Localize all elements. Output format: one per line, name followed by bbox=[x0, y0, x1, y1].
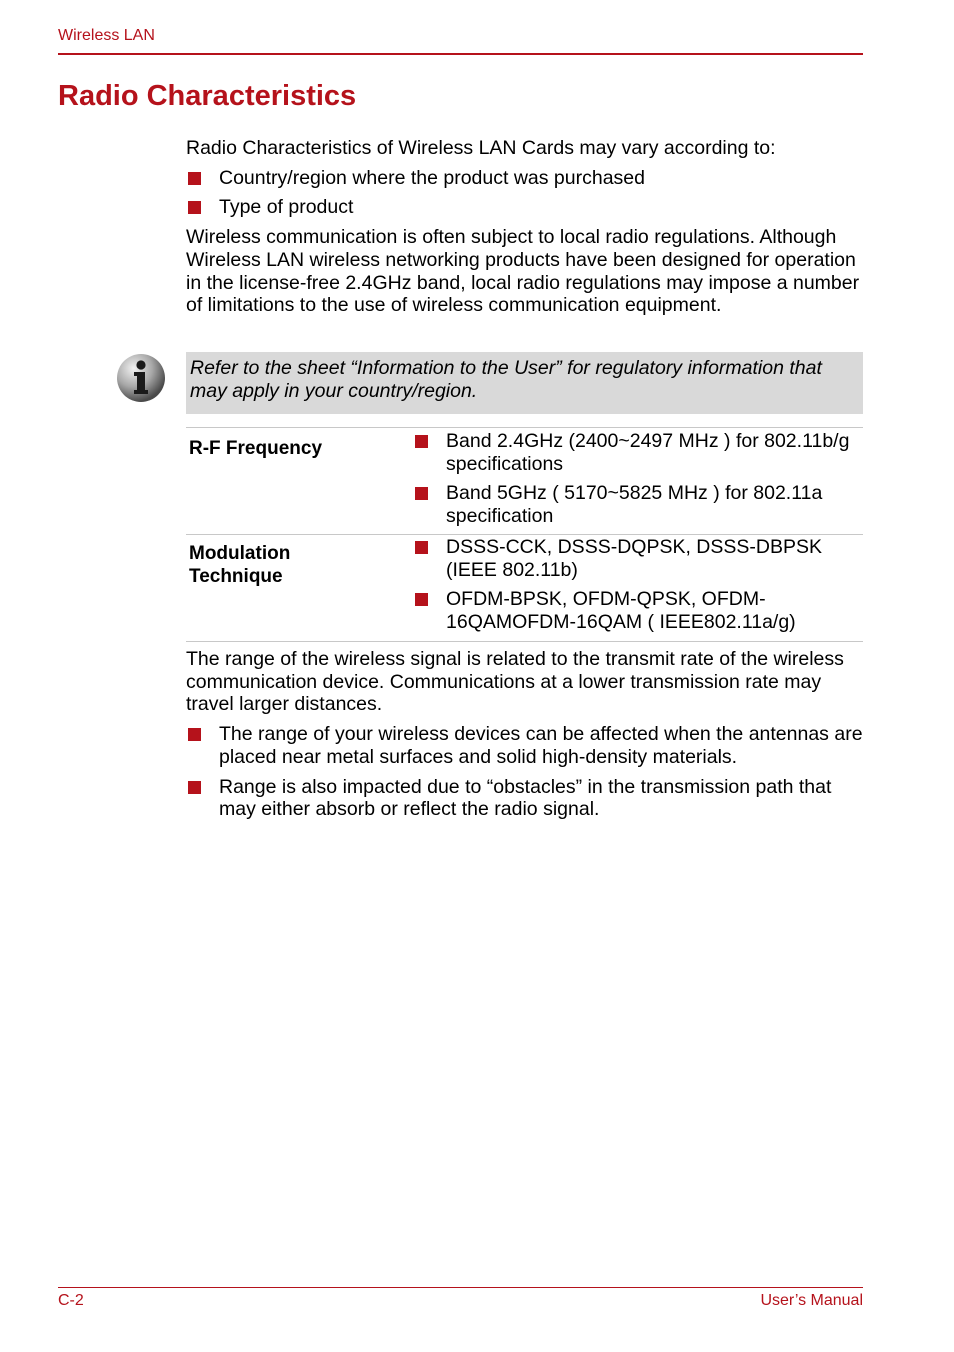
list-item bbox=[186, 196, 863, 219]
list-item-text: DSSS-CCK, DSSS-DQPSK, DSSS-DBPSK (IEEE 802.11b) bbox=[446, 536, 823, 581]
header-divider bbox=[58, 53, 863, 55]
range-bullet-list bbox=[186, 723, 863, 821]
manual-title: User’s Manual bbox=[760, 1292, 863, 1309]
list-item-text: Country/region where the product was purchased bbox=[219, 166, 645, 189]
spec-label-modulation-technique: Modulation Technique bbox=[189, 543, 291, 587]
page-title: Radio Characteristics bbox=[58, 80, 357, 112]
square-bullet-icon bbox=[415, 541, 428, 554]
list-item-text: The range of your wireless devices can be affected when the antennas are placed near metal surfaces and solid high-density materials. bbox=[219, 723, 863, 768]
regulations-paragraph: Wireless communication is often subject to local radio regulations. Although Wireless LAN wireless networking products have been designed for operation in the license-free 2.4GHz band, local radio regulations may impose a number of limitations to the use of wireless communication equipment. bbox=[186, 226, 860, 317]
list-item-text: OFDM-BPSK, OFDM-QPSK, OFDM-16QAMOFDM-16QAM ( IEEE802.11a/g) bbox=[446, 588, 796, 634]
note-box bbox=[186, 352, 863, 414]
square-bullet-icon bbox=[188, 172, 201, 185]
list-item bbox=[186, 776, 863, 821]
running-header: Wireless LAN bbox=[58, 27, 155, 44]
spec-table bbox=[186, 427, 863, 642]
list-item bbox=[186, 723, 863, 768]
list-item bbox=[413, 588, 863, 633]
table-row bbox=[186, 534, 863, 642]
spec-values bbox=[413, 428, 863, 528]
intro-section bbox=[186, 137, 863, 317]
range-section bbox=[186, 648, 863, 821]
intro-bullet-list bbox=[186, 167, 863, 219]
list-item-text: Range is also impacted due to “obstacles” in the transmission path that may either absorb or reflect the radio signal. bbox=[219, 775, 832, 821]
square-bullet-icon bbox=[415, 487, 428, 500]
list-item bbox=[186, 167, 863, 190]
list-item bbox=[413, 482, 863, 527]
spec-values bbox=[413, 535, 863, 634]
list-item-text: Band 2.4GHz (2400~2497 MHz ) for 802.11b/g specifications bbox=[446, 430, 850, 475]
note-text: Refer to the sheet “Information to the User” for regulatory information that may apply in your country/region. bbox=[190, 357, 822, 402]
page-number: C-2 bbox=[58, 1292, 84, 1309]
square-bullet-icon bbox=[188, 201, 201, 214]
info-icon bbox=[116, 353, 166, 403]
list-item-text: Band 5GHz ( 5170~5825 MHz ) for 802.11a specification bbox=[446, 482, 823, 528]
list-item bbox=[413, 536, 863, 581]
square-bullet-icon bbox=[415, 593, 428, 606]
square-bullet-icon bbox=[415, 435, 428, 448]
range-paragraph: The range of the wireless signal is related to the transmit rate of the wireless communication device. Communications at a lower transmission rate may travel larger distances. bbox=[186, 648, 844, 716]
table-row bbox=[186, 427, 863, 534]
footer-divider bbox=[58, 1287, 863, 1288]
spec-label-rf-frequency: R-F Frequency bbox=[189, 438, 323, 459]
intro-paragraph: Radio Characteristics of Wireless LAN Cards may vary according to: bbox=[186, 137, 776, 159]
square-bullet-icon bbox=[188, 728, 201, 741]
square-bullet-icon bbox=[188, 781, 201, 794]
list-item bbox=[413, 430, 863, 475]
list-item-text: Type of product bbox=[219, 196, 354, 219]
